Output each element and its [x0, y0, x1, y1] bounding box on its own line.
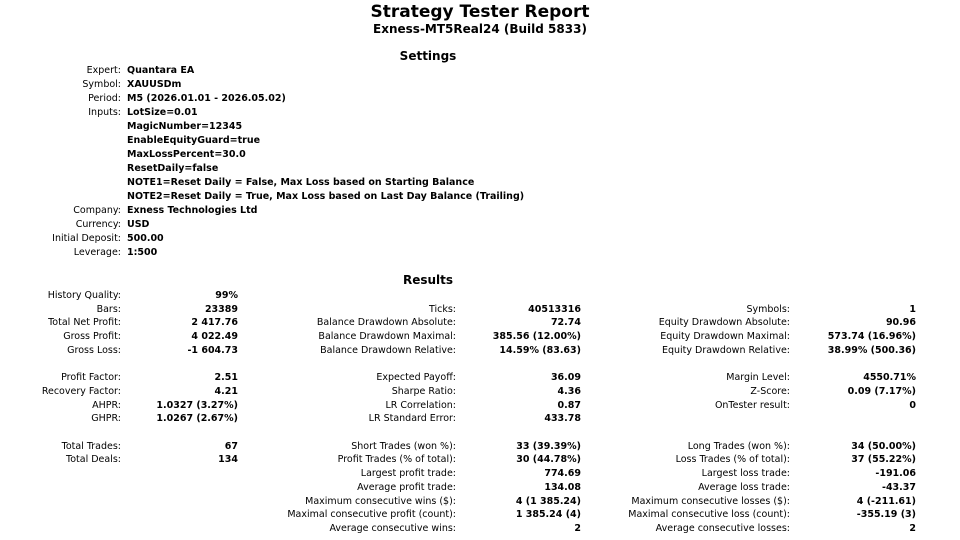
results-value: 4.21 [214, 385, 238, 397]
results-label: Equity Drawdown Maximal: [660, 331, 790, 343]
results-value: 30 (44.78%) [516, 454, 581, 466]
results-label: Bars: [96, 303, 121, 315]
results-label: Total Trades: [61, 440, 121, 452]
results-label: Maximum consecutive wins ($): [305, 495, 456, 507]
results-value: 40513316 [528, 303, 581, 315]
results-label: Ticks: [428, 303, 456, 315]
settings-value: M5 (2026.01.01 - 2026.05.02) [127, 93, 286, 104]
results-value: 38.99% (500.36) [827, 344, 916, 356]
settings-label: Inputs: [88, 107, 121, 118]
results-label: Maximal consecutive profit (count): [287, 509, 456, 521]
results-label: Equity Drawdown Relative: [661, 344, 790, 356]
results-value: 2 417.76 [191, 317, 238, 329]
results-label: Balance Drawdown Relative: [320, 344, 456, 356]
results-value: 433.78 [544, 413, 581, 425]
results-value: 385.56 (12.00%) [492, 331, 581, 343]
results-value: 1.0267 (2.67%) [156, 413, 238, 425]
settings-value: 1:500 [127, 247, 158, 258]
results-value: -355.19 (3) [856, 509, 916, 521]
settings-heading: Settings [399, 49, 457, 63]
results-value: 0.09 (7.17%) [847, 385, 916, 397]
results-label: Long Trades (won %): [687, 440, 790, 452]
settings-label: Leverage: [73, 247, 121, 258]
results-value: 0 [909, 399, 916, 411]
results-label: Balance Drawdown Maximal: [318, 331, 456, 343]
results-label: Average consecutive losses: [655, 522, 790, 534]
settings-value: 500.00 [127, 233, 164, 244]
results-value: 134 [218, 454, 238, 466]
results-heading: Results [402, 273, 454, 287]
results-value: 90.96 [885, 317, 916, 329]
results-value: 34 (50.00%) [851, 440, 916, 452]
results-value: 1.0327 (3.27%) [156, 399, 238, 411]
results-value: 23389 [204, 303, 238, 315]
results-label: Sharpe Ratio: [391, 385, 456, 397]
settings-label: Currency: [75, 219, 121, 230]
results-value: 774.69 [544, 468, 581, 480]
results-label: Profit Trades (% of total): [337, 454, 456, 466]
settings-value: Exness Technologies Ltd [127, 205, 258, 216]
results-label: Short Trades (won %): [351, 440, 456, 452]
results-value: 4550.71% [863, 372, 916, 384]
results-label: Average loss trade: [698, 481, 790, 493]
results-label: LR Standard Error: [368, 413, 456, 425]
settings-value: ResetDaily=false [127, 163, 219, 174]
results-value: 4 (1 385.24) [515, 495, 581, 507]
results-label: Symbols: [746, 303, 790, 315]
settings-label: Period: [88, 93, 121, 104]
results-value: 573.74 (16.96%) [827, 331, 916, 343]
results-label: Maximum consecutive losses ($): [631, 495, 790, 507]
results-value: 1 385.24 (4) [515, 509, 581, 521]
results-value: 0.87 [557, 399, 581, 411]
results-label: OnTester result: [714, 399, 790, 411]
results-label: Equity Drawdown Absolute: [658, 317, 790, 329]
results-value: 72.74 [550, 317, 581, 329]
settings-value: USD [127, 219, 150, 230]
results-label: Gross Profit: [63, 331, 121, 343]
results-value: 4 (-211.61) [856, 495, 916, 507]
settings-label: Company: [73, 205, 121, 216]
settings-label: Symbol: [82, 79, 121, 90]
settings-value: MaxLossPercent=30.0 [127, 149, 246, 160]
results-value: 4.36 [557, 385, 581, 397]
settings-label: Expert: [86, 65, 121, 76]
results-value: 1 [909, 303, 916, 315]
results-value: -191.06 [875, 468, 916, 480]
results-label: Margin Level: [726, 372, 790, 384]
results-label: LR Correlation: [385, 399, 456, 411]
results-label: Gross Loss: [67, 344, 121, 356]
settings-value: LotSize=0.01 [127, 107, 198, 118]
settings-value: EnableEquityGuard=true [127, 135, 261, 146]
results-value: 67 [224, 440, 238, 452]
settings-value: NOTE1=Reset Daily = False, Max Loss based on Starting Balance [127, 177, 475, 188]
results-value: 2.51 [214, 372, 238, 384]
results-label: AHPR: [92, 399, 121, 411]
results-value: 2 [909, 522, 916, 534]
results-label: Total Deals: [66, 454, 121, 466]
results-value: 99% [215, 290, 238, 301]
results-label: Largest profit trade: [360, 468, 456, 480]
results-label: Maximal consecutive loss (count): [628, 509, 790, 521]
results-value: 37 (55.22%) [851, 454, 916, 466]
results-label: History Quality: [47, 290, 121, 301]
settings-value: NOTE2=Reset Daily = True, Max Loss based on Last Day Balance (Trailing) [127, 191, 525, 202]
results-label: Expected Payoff: [376, 372, 456, 384]
results-label: Average profit trade: [357, 481, 456, 493]
results-label: Balance Drawdown Absolute: [316, 317, 456, 329]
report-subtitle: Exness-MT5Real24 (Build 5833) [373, 22, 587, 36]
report-title: Strategy Tester Report [370, 2, 590, 22]
results-value: 4 022.49 [191, 331, 238, 343]
results-value: 33 (39.39%) [516, 440, 581, 452]
results-label: Profit Factor: [61, 372, 121, 384]
settings-value: Quantara EA [127, 65, 195, 76]
results-label: Loss Trades (% of total): [675, 454, 790, 466]
results-label: Largest loss trade: [701, 468, 790, 480]
settings-value: MagicNumber=12345 [127, 121, 243, 132]
results-label: GHPR: [91, 413, 121, 425]
results-label: Z-Score: [750, 385, 790, 397]
settings-value: XAUUSDm [127, 79, 182, 90]
results-value: 14.59% (83.63) [499, 344, 581, 356]
settings-label: Initial Deposit: [52, 233, 121, 244]
results-label: Total Net Profit: [48, 317, 121, 329]
results-value: -1 604.73 [187, 344, 238, 356]
results-label: Average consecutive wins: [329, 522, 456, 534]
results-value: 36.09 [550, 372, 581, 384]
results-label: Recovery Factor: [41, 385, 121, 397]
results-value: 2 [574, 522, 581, 534]
results-value: 134.08 [544, 481, 581, 493]
results-value: -43.37 [882, 481, 916, 493]
